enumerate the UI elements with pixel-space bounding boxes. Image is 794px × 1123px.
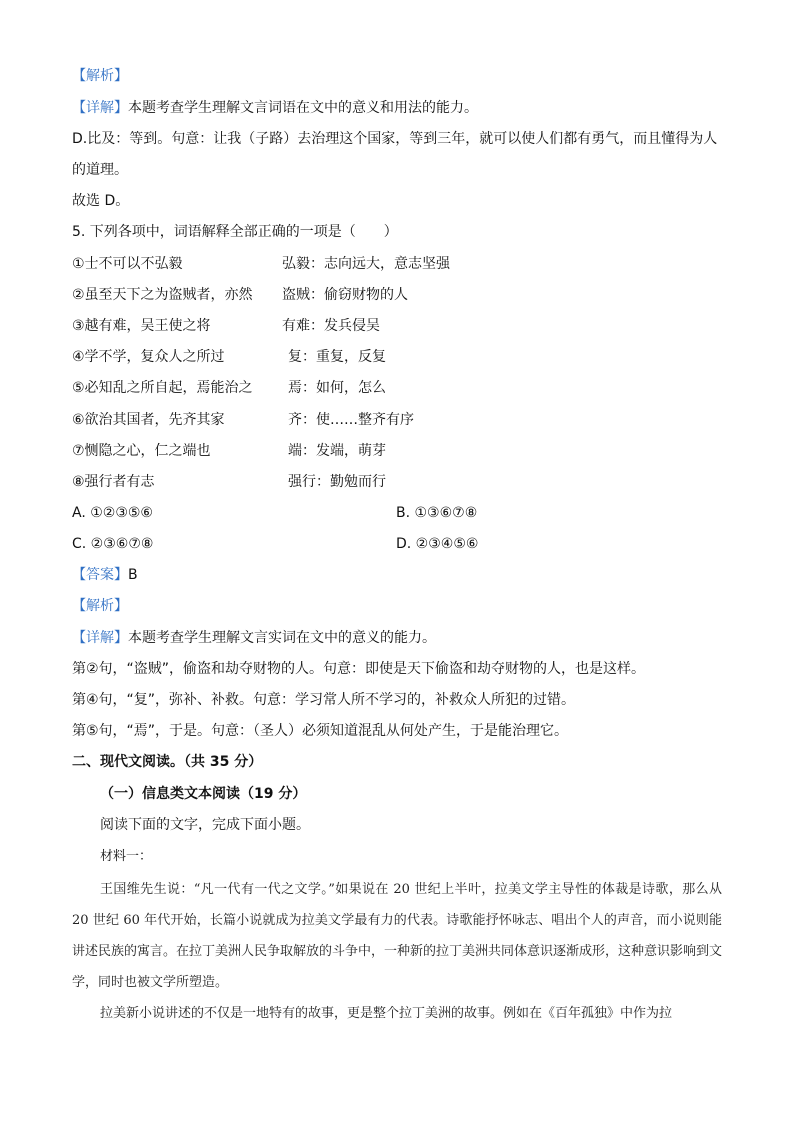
q5-answer-value: B [128, 567, 138, 583]
q5-answer-line [72, 565, 138, 585]
q4-detail-line [72, 98, 478, 118]
q4-analysis-tag: 【解析】 [72, 68, 128, 84]
q4-explain-line2: 的道理。 [72, 162, 128, 178]
q5-detail-line [72, 628, 436, 648]
q5-choice-b: B. ①③⑥⑦⑧ [396, 505, 478, 521]
q5-point-1: 第②句，“盗贼”，偷盗和劫夺财物的人。句意：即使是天下偷盗和劫夺财物的人，也是这样。 [72, 661, 646, 677]
q5-answer-tag: 【答案】 [72, 567, 128, 583]
q5-choice-d: D. ②③④⑤⑥ [396, 536, 479, 552]
q5-item-7-gloss: 端：发端，萌芽 [288, 443, 386, 459]
q5-item-3-gloss: 有难：发兵侵吴 [282, 318, 380, 334]
q5-item-1-gloss: 弘毅：志向远大，意志坚强 [282, 256, 450, 272]
q5-point-3: 第⑤句，“焉”，于是。句意：（圣人）必须知道混乱从何处产生，于是能治理它。 [72, 723, 569, 739]
q5-choice-a: A. ①②③⑤⑥ [72, 505, 153, 521]
q5-item-1-sentence: ①士不可以不弘毅 [72, 256, 183, 272]
q5-analysis-tag: 【解析】 [72, 598, 128, 614]
section2-instruction: 阅读下面的文字，完成下面小题。 [100, 817, 310, 833]
q5-item-8-gloss: 强行：勤勉而行 [288, 474, 386, 490]
q5-point-2: 第④句，“复”，弥补、补救。句意：学习常人所不学习的，补救众人所犯的过错。 [72, 692, 576, 708]
material-paragraph-1: 王国维先生说：“凡一代有一代之文学。”如果说在 20 世纪上半叶，拉美文学主导性的体裁是诗歌，那么从 20 世纪 60 年代开始，长篇小说就成为拉美文学最有力的代表。诗歌能抒怀咏志、唱出个人的声音，而小说则能讲述民族的寓言。在拉丁美洲人民争取解放的斗争中，一种新的拉丁美洲共同体意识逐渐成形，这种意识影响到文学，同时也被文学所塑造。 [72, 882, 723, 990]
q5-item-6-sentence: ⑥欲治其国者，先齐其家 [72, 412, 225, 428]
material-label: 材料一： [100, 849, 153, 864]
q4-explain-line1: D.比及：等到。句意：让我（子路）去治理这个国家，等到三年，就可以使人们都有勇气，而且懂得为人 [72, 131, 718, 147]
q4-detail-tag: 【详解】 [72, 100, 128, 116]
q5-item-6-gloss: 齐：使……整齐有序 [288, 412, 414, 428]
q5-detail-tag: 【详解】 [72, 630, 128, 646]
q5-item-5-gloss: 焉：如何，怎么 [288, 380, 386, 396]
q5-item-5-sentence: ⑤必知乱之所自起，焉能治之 [72, 380, 253, 396]
section2-heading: 二、现代文阅读。（共 35 分） [72, 754, 263, 770]
q5-choice-c: C. ②③⑥⑦⑧ [72, 536, 154, 552]
q5-item-3-sentence: ③越有难，吴王使之将 [72, 318, 211, 334]
q5-item-4-gloss: 复：重复，反复 [288, 349, 386, 365]
q4-detail-text: 本题考查学生理解文言词语在文中的意义和用法的能力。 [128, 100, 478, 116]
q5-item-2-sentence: ②虽至天下之为盗贼者，亦然 [72, 287, 253, 303]
section2-sub-heading: （一）信息类文本阅读（19 分） [100, 786, 307, 802]
q5-item-4-sentence: ④学不学，复众人之所过 [72, 349, 225, 365]
q4-conclusion: 故选 D。 [72, 193, 130, 209]
q5-item-8-sentence: ⑧强行者有志 [72, 474, 155, 490]
q5-item-7-sentence: ⑦恻隐之心，仁之端也 [72, 443, 211, 459]
material-paragraph-2: 拉美新小说讲述的不仅是一地特有的故事，更是整个拉丁美洲的故事。例如在《百年孤独》中作为拉 [100, 1006, 673, 1021]
q5-detail-text: 本题考查学生理解文言实词在文中的意义的能力。 [128, 630, 436, 646]
q5-stem: 5. 下列各项中，词语解释全部正确的一项是（ ） [72, 224, 398, 240]
q5-item-2-gloss: 盗贼：偷窃财物的人 [282, 287, 408, 303]
